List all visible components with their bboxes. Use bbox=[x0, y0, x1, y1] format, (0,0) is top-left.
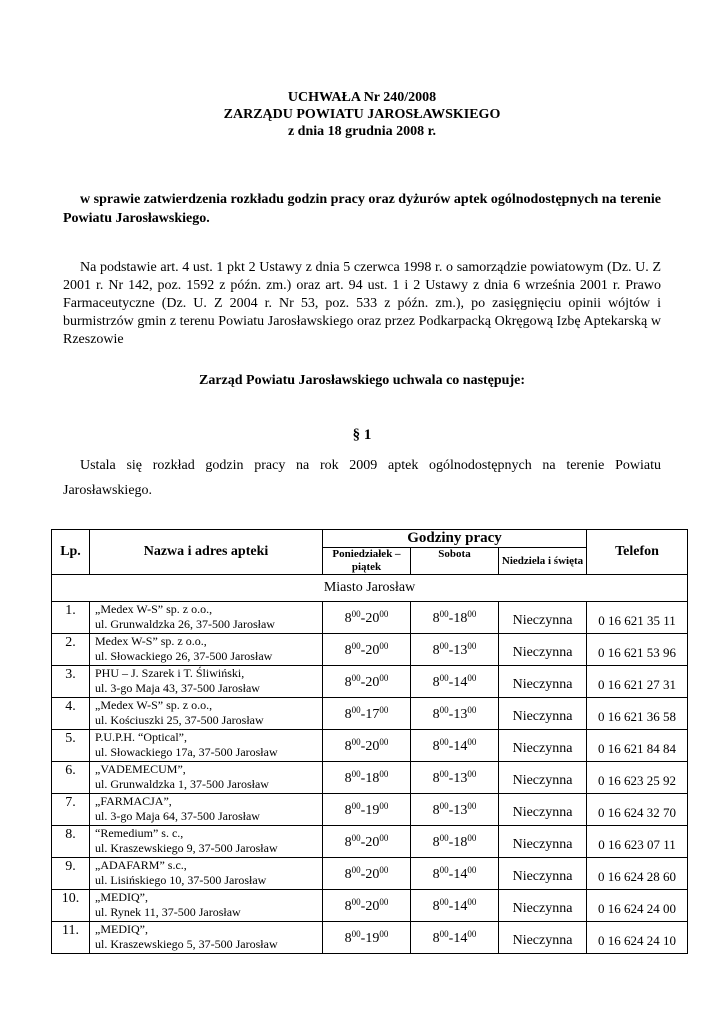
phone-number: 0 16 621 36 58 bbox=[587, 698, 688, 730]
column-header-lp: Lp. bbox=[52, 530, 90, 575]
pharmacy-name: „FARMACJA”, bbox=[95, 794, 172, 808]
weekday-open-minutes: 00 bbox=[351, 832, 361, 843]
column-header-name: Nazwa i adres apteki bbox=[90, 530, 323, 575]
saturday-open-hour: 8 bbox=[432, 706, 440, 722]
pharmacy-name-address bbox=[90, 634, 323, 666]
saturday-close-hour: 14 bbox=[453, 866, 468, 882]
pharmacy-name-address bbox=[90, 730, 323, 762]
weekday-close-hour: 19 bbox=[365, 930, 380, 946]
saturday-hours: $8^{00}-14^{00}$ bbox=[411, 666, 499, 698]
row-number: 7. bbox=[52, 794, 90, 826]
saturday-open-minutes: 00 bbox=[439, 704, 449, 715]
row-number: 10. bbox=[52, 890, 90, 922]
weekday-close-hour: 18 bbox=[365, 770, 380, 786]
table-row bbox=[52, 602, 688, 634]
pharmacy-name: PHU – J. Szarek i T. Śliwiński, bbox=[95, 666, 245, 680]
weekday-open-minutes: 00 bbox=[351, 608, 361, 619]
pharmacy-name: P.U.P.H. “Optical”, bbox=[95, 730, 187, 744]
weekday-close-hour: 17 bbox=[365, 706, 380, 722]
weekday-close-minutes: 00 bbox=[379, 928, 389, 939]
saturday-open-minutes: 00 bbox=[439, 832, 449, 843]
saturday-close-minutes: 00 bbox=[467, 800, 477, 811]
row-number: 6. bbox=[52, 762, 90, 794]
weekday-close-minutes: 00 bbox=[379, 672, 389, 683]
pharmacy-name-address bbox=[90, 602, 323, 634]
saturday-hours: $8^{00}-13^{00}$ bbox=[411, 698, 499, 730]
weekday-open-minutes: 00 bbox=[351, 928, 361, 939]
pharmacy-name-address bbox=[90, 922, 323, 954]
section-heading: § 1 bbox=[352, 427, 372, 443]
weekday-close-hour: 20 bbox=[365, 738, 380, 754]
saturday-open-hour: 8 bbox=[432, 866, 440, 882]
weekday-close-minutes: 00 bbox=[379, 896, 389, 907]
table-row bbox=[52, 890, 688, 922]
weekday-open-hour: 8 bbox=[344, 930, 352, 946]
saturday-close-hour: 13 bbox=[453, 642, 468, 658]
pharmacy-name: „Medex W-S” sp. z o.o., bbox=[95, 602, 213, 616]
table-row bbox=[52, 922, 688, 954]
saturday-open-minutes: 00 bbox=[439, 896, 449, 907]
weekday-open-hour: 8 bbox=[344, 802, 352, 818]
weekday-hours: $8^{00}-17^{00}$ bbox=[323, 698, 411, 730]
weekday-open-hour: 8 bbox=[344, 770, 352, 786]
pharmacy-address: ul. Grunwaldzka 1, 37-500 Jarosław bbox=[95, 777, 269, 791]
saturday-open-minutes: 00 bbox=[439, 608, 449, 619]
saturday-hours: $8^{00}-13^{00}$ bbox=[411, 794, 499, 826]
pharmacy-name: „VADEMECUM”, bbox=[95, 762, 186, 776]
weekday-close-minutes: 00 bbox=[379, 864, 389, 875]
pharmacy-name-address bbox=[90, 890, 323, 922]
weekday-hours: $8^{00}-20^{00}$ bbox=[323, 858, 411, 890]
saturday-hours: $8^{00}-13^{00}$ bbox=[411, 762, 499, 794]
weekday-hours: $8^{00}-20^{00}$ bbox=[323, 666, 411, 698]
section-text: Ustala się rozkład godzin pracy na rok 2009 aptek ogólnodostępnych na terenie Powiatu Jarosławskiego. bbox=[63, 458, 661, 498]
weekday-close-minutes: 00 bbox=[379, 640, 389, 651]
issuing-body: ZARZĄDU POWIATU JAROSŁAWSKIEGO bbox=[223, 107, 501, 122]
saturday-hours: $8^{00}-14^{00}$ bbox=[411, 922, 499, 954]
table-row bbox=[52, 762, 688, 794]
weekday-close-hour: 20 bbox=[365, 898, 380, 914]
phone-number: 0 16 621 53 96 bbox=[587, 634, 688, 666]
saturday-close-minutes: 00 bbox=[467, 864, 477, 875]
resolution-subject: w sprawie zatwierdzenia rozkładu godzin pracy oraz dyżurów aptek ogólnodostępnych na terenie Powiatu Jarosławskiego. bbox=[63, 192, 661, 226]
sunday-hours: Nieczynna bbox=[499, 762, 587, 794]
saturday-close-hour: 13 bbox=[453, 802, 468, 818]
saturday-open-minutes: 00 bbox=[439, 928, 449, 939]
table-row bbox=[52, 826, 688, 858]
sunday-hours: Nieczynna bbox=[499, 826, 587, 858]
pharmacy-address: ul. Kościuszki 25, 37-500 Jarosław bbox=[95, 713, 264, 727]
column-header-saturday: Sobota bbox=[411, 548, 499, 575]
pharmacy-address: ul. Słowackiego 26, 37-500 Jarosław bbox=[95, 649, 273, 663]
pharmacy-name-address bbox=[90, 826, 323, 858]
row-number: 9. bbox=[52, 858, 90, 890]
weekday-open-hour: 8 bbox=[344, 674, 352, 690]
weekday-open-hour: 8 bbox=[344, 866, 352, 882]
saturday-open-minutes: 00 bbox=[439, 640, 449, 651]
weekday-close-minutes: 00 bbox=[379, 832, 389, 843]
weekday-close-minutes: 00 bbox=[379, 800, 389, 811]
weekday-open-minutes: 00 bbox=[351, 704, 361, 715]
weekday-hours: $8^{00}-20^{00}$ bbox=[323, 890, 411, 922]
saturday-open-hour: 8 bbox=[432, 802, 440, 818]
phone-number: 0 16 624 24 00 bbox=[587, 890, 688, 922]
saturday-close-minutes: 00 bbox=[467, 608, 477, 619]
saturday-hours: $8^{00}-18^{00}$ bbox=[411, 826, 499, 858]
weekday-close-minutes: 00 bbox=[379, 608, 389, 619]
table-row bbox=[52, 730, 688, 762]
saturday-close-hour: 18 bbox=[453, 610, 468, 626]
sunday-hours: Nieczynna bbox=[499, 698, 587, 730]
saturday-close-hour: 14 bbox=[453, 930, 468, 946]
row-number: 1. bbox=[52, 602, 90, 634]
pharmacy-name: „MEDIQ”, bbox=[95, 890, 148, 904]
saturday-close-minutes: 00 bbox=[467, 704, 477, 715]
table-row bbox=[52, 634, 688, 666]
resolution-number: UCHWAŁA Nr 240/2008 bbox=[287, 90, 437, 105]
saturday-close-hour: 18 bbox=[453, 834, 468, 850]
sunday-hours: Nieczynna bbox=[499, 858, 587, 890]
resolution-header bbox=[0, 89, 724, 140]
pharmacy-name: Medex W-S” sp. z o.o., bbox=[95, 634, 207, 648]
row-number: 5. bbox=[52, 730, 90, 762]
weekday-open-minutes: 00 bbox=[351, 768, 361, 779]
weekday-open-hour: 8 bbox=[344, 898, 352, 914]
saturday-open-hour: 8 bbox=[432, 674, 440, 690]
pharmacy-name: „Medex W-S” sp. z o.o., bbox=[95, 698, 213, 712]
pharmacy-name-address bbox=[90, 666, 323, 698]
weekday-hours: $8^{00}-20^{00}$ bbox=[323, 602, 411, 634]
pharmacy-address: ul. Lisińskiego 10, 37-500 Jarosław bbox=[95, 873, 267, 887]
weekday-open-hour: 8 bbox=[344, 610, 352, 626]
weekday-open-hour: 8 bbox=[344, 706, 352, 722]
table-row bbox=[52, 858, 688, 890]
saturday-open-minutes: 00 bbox=[439, 768, 449, 779]
pharmacy-address: ul. Grunwaldzka 26, 37-500 Jarosław bbox=[95, 617, 275, 631]
saturday-open-minutes: 00 bbox=[439, 800, 449, 811]
weekday-close-hour: 19 bbox=[365, 802, 380, 818]
row-number: 2. bbox=[52, 634, 90, 666]
row-number: 4. bbox=[52, 698, 90, 730]
saturday-hours: $8^{00}-14^{00}$ bbox=[411, 890, 499, 922]
saturday-open-minutes: 00 bbox=[439, 672, 449, 683]
sunday-hours: Nieczynna bbox=[499, 730, 587, 762]
weekday-close-minutes: 00 bbox=[379, 768, 389, 779]
pharmacy-address: ul. Rynek 11, 37-500 Jarosław bbox=[95, 905, 241, 919]
saturday-open-hour: 8 bbox=[432, 834, 440, 850]
table-row bbox=[52, 794, 688, 826]
column-header-sunday: Niedziela i święta bbox=[499, 548, 587, 575]
saturday-open-minutes: 00 bbox=[439, 864, 449, 875]
saturday-close-minutes: 00 bbox=[467, 672, 477, 683]
pharmacy-address: ul. Słowackiego 17a, 37-500 Jarosław bbox=[95, 745, 278, 759]
saturday-open-hour: 8 bbox=[432, 898, 440, 914]
pharmacy-name-address bbox=[90, 762, 323, 794]
saturday-open-hour: 8 bbox=[432, 770, 440, 786]
saturday-open-minutes: 00 bbox=[439, 736, 449, 747]
resolves-statement: Zarząd Powiatu Jarosławskiego uchwala co następuje: bbox=[198, 373, 526, 388]
weekday-open-minutes: 00 bbox=[351, 736, 361, 747]
pharmacy-address: ul. 3-go Maja 43, 37-500 Jarosław bbox=[95, 681, 260, 695]
phone-number: 0 16 623 25 92 bbox=[587, 762, 688, 794]
weekday-open-minutes: 00 bbox=[351, 672, 361, 683]
weekday-close-hour: 20 bbox=[365, 834, 380, 850]
column-header-hours: Godziny pracy bbox=[323, 530, 587, 548]
row-number: 3. bbox=[52, 666, 90, 698]
legal-basis-paragraph: Na podstawie art. 4 ust. 1 pkt 2 Ustawy z dnia 5 czerwca 1998 r. o samorządzie powiatowym (Dz. U. Z 2001 r. Nr 142, poz. 1592 z późn. zm.) oraz art. 94 ust. 1 i 2 Ustawy z dnia 6 września 2001 r. Prawo Farmaceutyczne (Dz. U. Z 2004 r. Nr 53, poz. 533 z późn. zm.), po zasięgnięciu opinii wójtów i burmistrzów gmin z terenu Powiatu Jarosławskiego oraz przez Podkarpacką Okręgową Izbę Aptekarską w Rzeszowie bbox=[63, 260, 661, 347]
weekday-close-minutes: 00 bbox=[379, 736, 389, 747]
saturday-hours: $8^{00}-13^{00}$ bbox=[411, 634, 499, 666]
saturday-close-minutes: 00 bbox=[467, 768, 477, 779]
saturday-close-minutes: 00 bbox=[467, 736, 477, 747]
phone-number: 0 16 624 24 10 bbox=[587, 922, 688, 954]
group-header-city: Miasto Jarosław bbox=[52, 575, 688, 602]
sunday-hours: Nieczynna bbox=[499, 602, 587, 634]
weekday-hours: $8^{00}-20^{00}$ bbox=[323, 826, 411, 858]
pharmacy-name: „ADAFARM” s.c., bbox=[95, 858, 187, 872]
saturday-open-hour: 8 bbox=[432, 642, 440, 658]
table-row bbox=[52, 698, 688, 730]
weekday-open-hour: 8 bbox=[344, 834, 352, 850]
weekday-hours: $8^{00}-18^{00}$ bbox=[323, 762, 411, 794]
phone-number: 0 16 621 35 11 bbox=[587, 602, 688, 634]
weekday-close-hour: 20 bbox=[365, 610, 380, 626]
phone-number: 0 16 624 32 70 bbox=[587, 794, 688, 826]
phone-number: 0 16 621 27 31 bbox=[587, 666, 688, 698]
row-number: 11. bbox=[52, 922, 90, 954]
weekday-open-minutes: 00 bbox=[351, 800, 361, 811]
weekday-hours: $8^{00}-19^{00}$ bbox=[323, 794, 411, 826]
saturday-hours: $8^{00}-14^{00}$ bbox=[411, 730, 499, 762]
column-header-phone: Telefon bbox=[587, 530, 688, 575]
table-body bbox=[52, 575, 688, 954]
pharmacy-address: ul. Kraszewskiego 9, 37-500 Jarosław bbox=[95, 841, 278, 855]
sunday-hours: Nieczynna bbox=[499, 634, 587, 666]
saturday-open-hour: 8 bbox=[432, 738, 440, 754]
saturday-hours: $8^{00}-14^{00}$ bbox=[411, 858, 499, 890]
weekday-open-minutes: 00 bbox=[351, 896, 361, 907]
weekday-close-minutes: 00 bbox=[379, 704, 389, 715]
weekday-open-hour: 8 bbox=[344, 738, 352, 754]
weekday-hours: $8^{00}-19^{00}$ bbox=[323, 922, 411, 954]
weekday-hours: $8^{00}-20^{00}$ bbox=[323, 730, 411, 762]
weekday-close-hour: 20 bbox=[365, 866, 380, 882]
saturday-open-hour: 8 bbox=[432, 930, 440, 946]
weekday-open-minutes: 00 bbox=[351, 864, 361, 875]
saturday-close-hour: 13 bbox=[453, 770, 468, 786]
saturday-close-minutes: 00 bbox=[467, 928, 477, 939]
saturday-close-hour: 13 bbox=[453, 706, 468, 722]
weekday-open-hour: 8 bbox=[344, 642, 352, 658]
sunday-hours: Nieczynna bbox=[499, 794, 587, 826]
saturday-hours: $8^{00}-18^{00}$ bbox=[411, 602, 499, 634]
saturday-close-hour: 14 bbox=[453, 738, 468, 754]
sunday-hours: Nieczynna bbox=[499, 922, 587, 954]
weekday-close-hour: 20 bbox=[365, 674, 380, 690]
saturday-close-hour: 14 bbox=[453, 898, 468, 914]
phone-number: 0 16 621 84 84 bbox=[587, 730, 688, 762]
pharmacy-name: “Remedium” s. c., bbox=[95, 826, 184, 840]
phone-number: 0 16 623 07 11 bbox=[587, 826, 688, 858]
saturday-close-hour: 14 bbox=[453, 674, 468, 690]
weekday-close-hour: 20 bbox=[365, 642, 380, 658]
table-row bbox=[52, 666, 688, 698]
pharmacy-name-address bbox=[90, 794, 323, 826]
saturday-open-hour: 8 bbox=[432, 610, 440, 626]
row-number: 8. bbox=[52, 826, 90, 858]
resolution-date: z dnia 18 grudnia 2008 r. bbox=[287, 124, 437, 139]
saturday-close-minutes: 00 bbox=[467, 896, 477, 907]
saturday-close-minutes: 00 bbox=[467, 640, 477, 651]
column-header-weekday: Poniedziałek – piątek bbox=[323, 548, 411, 575]
sunday-hours: Nieczynna bbox=[499, 890, 587, 922]
pharmacy-name: „MEDIQ”, bbox=[95, 922, 148, 936]
weekday-hours: $8^{00}-20^{00}$ bbox=[323, 634, 411, 666]
pharmacy-address: ul. Kraszewskiego 5, 37-500 Jarosław bbox=[95, 937, 278, 951]
pharmacy-hours-table bbox=[51, 529, 688, 954]
weekday-open-minutes: 00 bbox=[351, 640, 361, 651]
pharmacy-name-address bbox=[90, 698, 323, 730]
saturday-close-minutes: 00 bbox=[467, 832, 477, 843]
pharmacy-address: ul. 3-go Maja 64, 37-500 Jarosław bbox=[95, 809, 260, 823]
pharmacy-name-address bbox=[90, 858, 323, 890]
phone-number: 0 16 624 28 60 bbox=[587, 858, 688, 890]
sunday-hours: Nieczynna bbox=[499, 666, 587, 698]
